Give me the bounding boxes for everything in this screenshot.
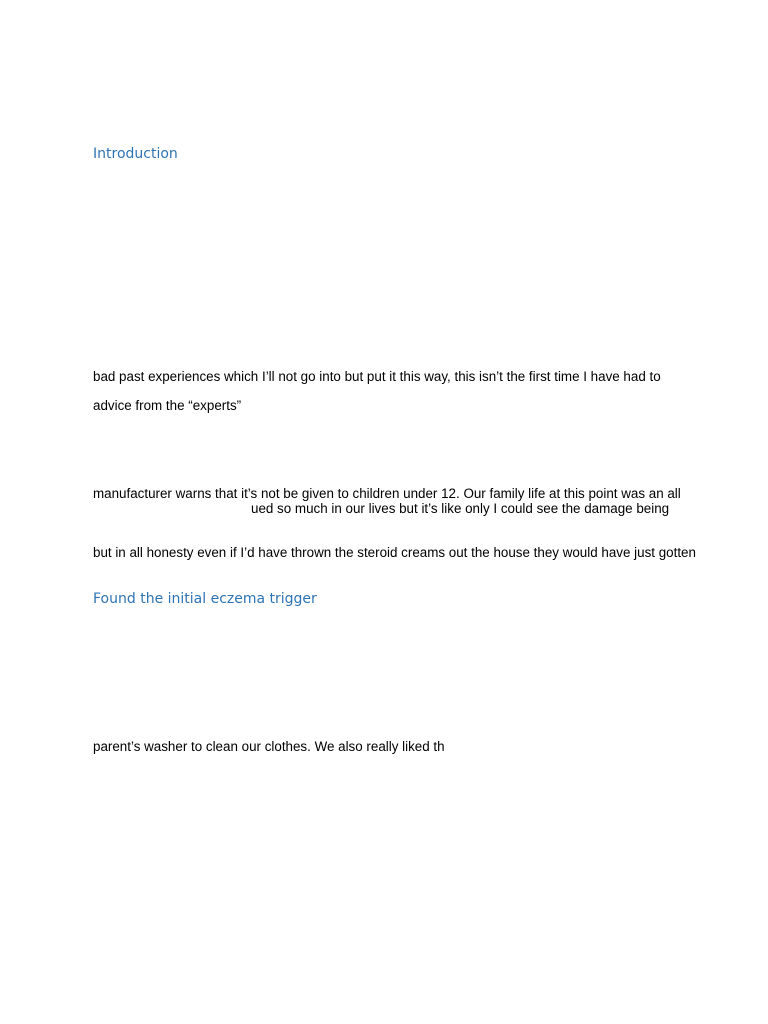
body-text-line: advice from the “experts” bbox=[93, 398, 242, 413]
body-text-line: but in all honesty even if I’d have thrown the steroid creams out the house they would have just gotten bbox=[93, 545, 696, 560]
body-text-line: manufacturer warns that it’s not be given to children under 12. Our family life at this point was an all bbox=[93, 486, 681, 501]
body-text-line: ued so much in our lives but it’s like only I could see the damage being bbox=[251, 501, 670, 516]
body-text-line: parent’s washer to clean our clothes. We also really liked th bbox=[93, 739, 445, 754]
introduction-heading: Introduction bbox=[93, 146, 178, 162]
body-text-line: bad past experiences which I’ll not go into but put it this way, this isn’t the first time I have had to bbox=[93, 369, 661, 384]
eczema-trigger-heading: Found the initial eczema trigger bbox=[93, 591, 317, 607]
